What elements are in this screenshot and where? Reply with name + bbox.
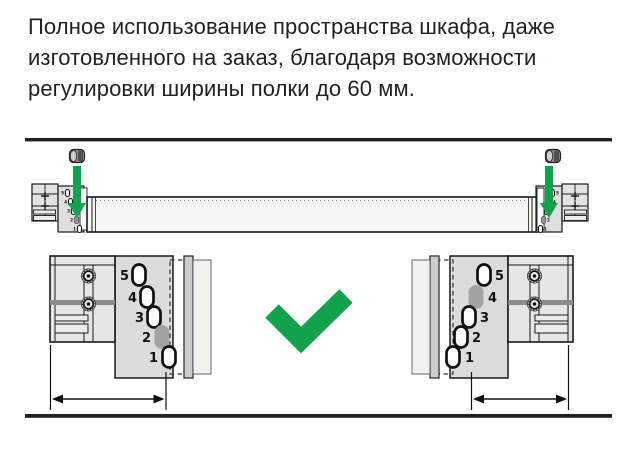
top-divider xyxy=(25,138,612,141)
dim-arrowhead-left xyxy=(473,395,484,404)
left-detail-shelf-body xyxy=(193,260,211,374)
bottom-divider xyxy=(25,414,612,418)
slot-label-2: 2 xyxy=(472,331,482,346)
right-detail-shelf-body xyxy=(412,260,430,374)
left-detail-shelf-cap xyxy=(184,256,193,378)
screw-icon xyxy=(81,297,96,312)
tiny-slot-label: 2 xyxy=(70,217,73,223)
left-pin xyxy=(70,150,85,163)
slot-3 xyxy=(148,307,161,328)
dim-arrowhead-right xyxy=(154,395,165,404)
right-detail-view xyxy=(412,256,573,410)
checkmark-icon xyxy=(272,296,346,340)
headline-line-3: регулировки ширины полки до 60 мм. xyxy=(28,76,415,101)
tiny-slot-label: 1 xyxy=(73,226,76,232)
slot-label-5: 5 xyxy=(495,269,505,284)
dim-arrowhead-left xyxy=(52,395,63,404)
left-mount-plate xyxy=(32,184,58,221)
right-detail-plate xyxy=(508,256,573,342)
slot-label-4: 4 xyxy=(488,291,498,306)
slot-5 xyxy=(133,265,146,286)
dim-arrowhead-right xyxy=(556,395,567,404)
slot-label-4: 4 xyxy=(127,291,137,306)
slot-3 xyxy=(463,307,476,328)
slot-label-3: 3 xyxy=(480,311,490,326)
right-mount-plate xyxy=(562,184,588,221)
shelf-bar xyxy=(87,197,537,232)
screw-icon xyxy=(81,269,96,284)
slot-5 xyxy=(478,265,491,286)
left-detail-view xyxy=(50,256,211,410)
right-pin xyxy=(546,150,561,163)
left-detail-plate xyxy=(50,256,115,342)
slot-label-5: 5 xyxy=(119,269,129,284)
tiny-slot-label: 4 xyxy=(553,199,556,205)
tiny-slot-label: 3 xyxy=(67,208,70,214)
slot-label-1: 1 xyxy=(465,351,475,366)
slot-label-2: 2 xyxy=(141,331,151,346)
slot-label-1: 1 xyxy=(148,351,158,366)
right-detail-shelf-cap xyxy=(430,256,439,378)
tiny-slot-label: 2 xyxy=(547,217,550,223)
slot-1 xyxy=(447,347,460,368)
slot-label-3: 3 xyxy=(134,311,144,326)
slot-4 xyxy=(141,287,154,308)
shelf-assembly xyxy=(32,150,588,233)
tiny-slot-label: 5 xyxy=(556,190,559,196)
slot-2 xyxy=(455,327,468,348)
tiny-slot-label: 5 xyxy=(61,190,64,196)
tiny-slot-label: 4 xyxy=(64,199,67,205)
headline-line-2: изготовленного на заказ, благодаря возможности xyxy=(28,45,537,70)
headline-line-1: Полное использование пространства шкафа, даже xyxy=(28,14,555,39)
slot-1 xyxy=(163,347,176,368)
screw-icon xyxy=(527,269,542,284)
screw-icon xyxy=(527,297,542,312)
tiny-slot-label: 1 xyxy=(544,226,547,232)
